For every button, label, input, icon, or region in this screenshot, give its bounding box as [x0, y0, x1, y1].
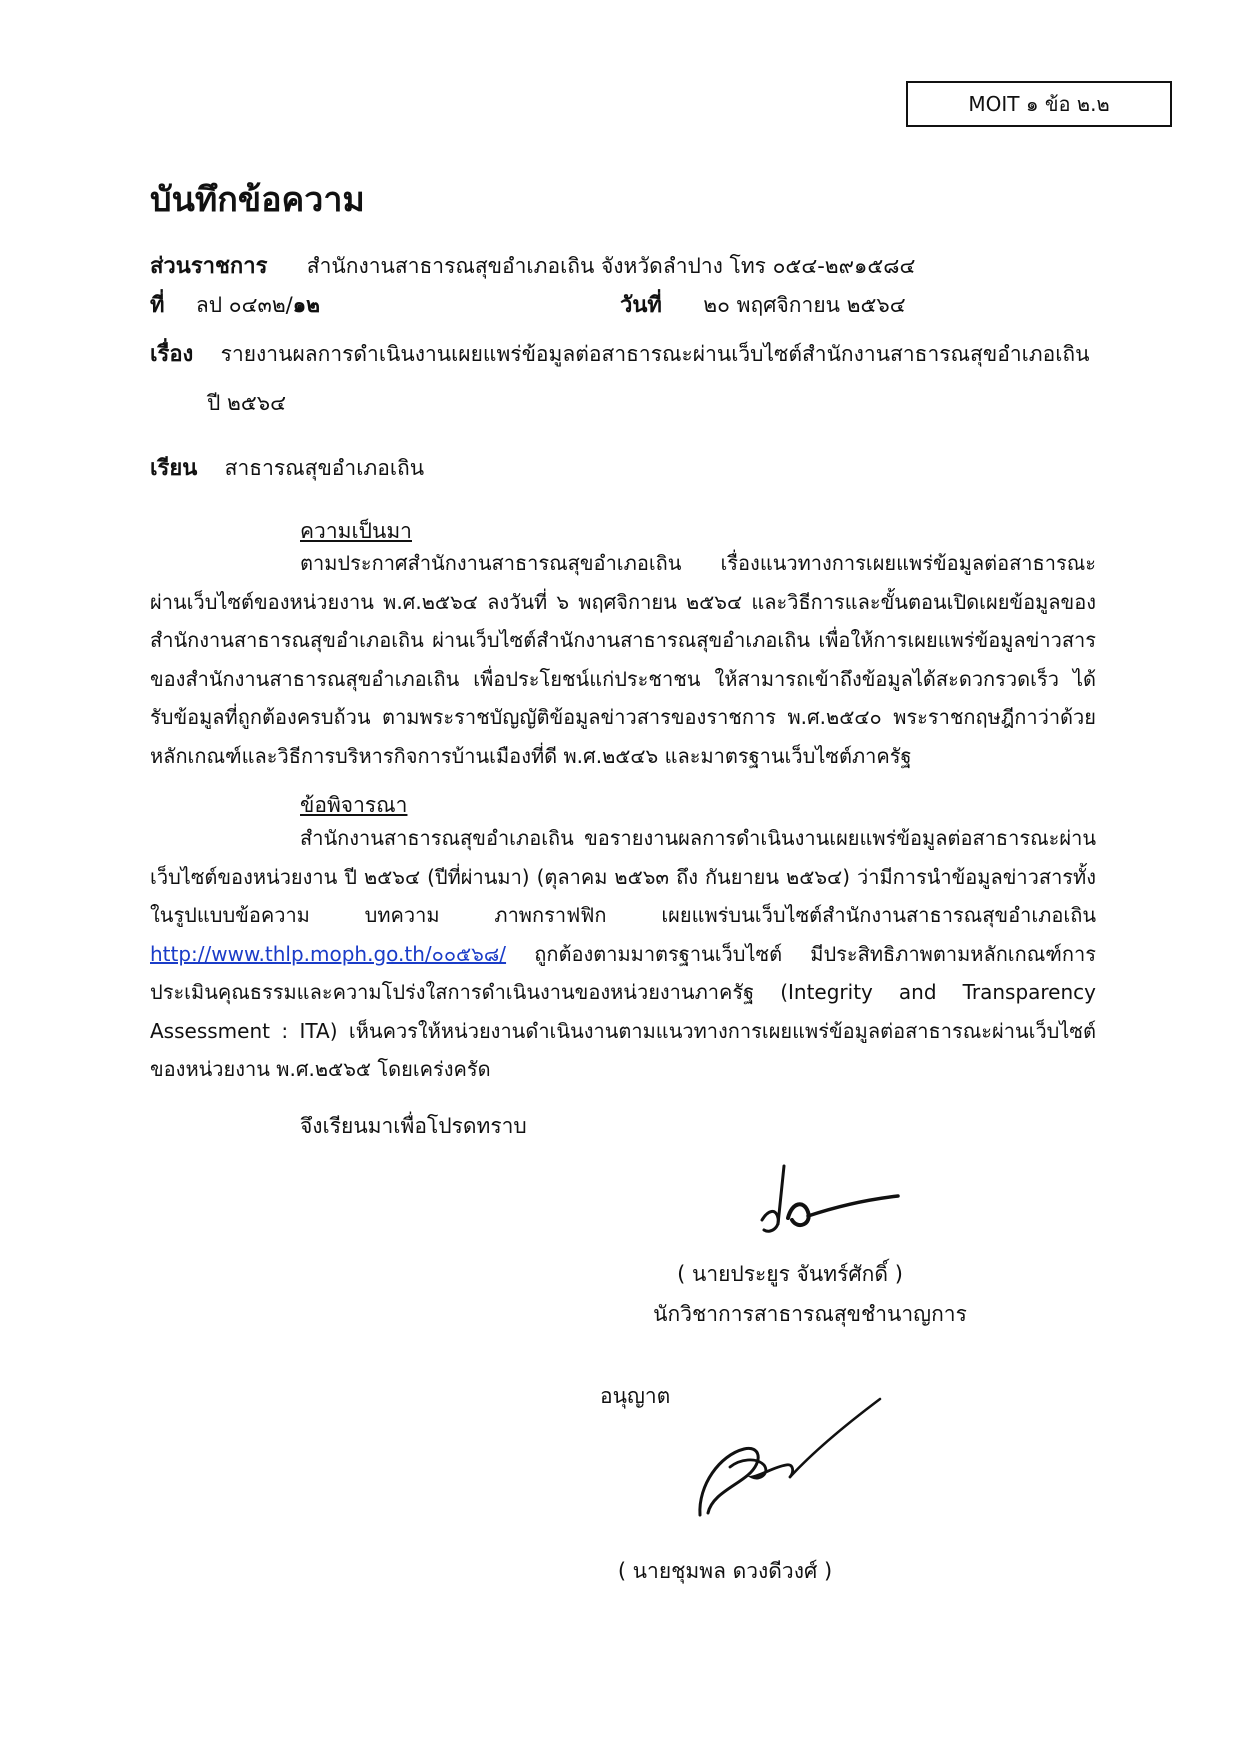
- subject-line-2: ปี ๒๕๖๔: [207, 391, 286, 415]
- date-value: ๒๐ พฤศจิกายน ๒๕๖๔: [703, 293, 906, 317]
- subject-line-1: รายงานผลการดำเนินงานเผยแพร่ข้อมูลต่อสาธารณะผ่านเว็บไซต์สำนักงานสาธารณสุขอำเภอเถิน: [220, 342, 1090, 366]
- consideration-heading: ข้อพิจารณา: [300, 793, 408, 817]
- signature-2-image: [690, 1395, 890, 1525]
- ref-row: [150, 287, 320, 322]
- ref-value-number: ๑๒: [292, 293, 320, 317]
- website-link[interactable]: http://www.thlp.moph.go.th/๐๐๕๖๘/: [150, 941, 507, 966]
- date-row: [620, 287, 906, 322]
- date-label: วันที่: [620, 293, 662, 318]
- to-row: [150, 450, 424, 485]
- signer-1-position: นักวิชาการสาธารณสุขชำนาญการ: [653, 1302, 967, 1326]
- consideration-body-end: ถูกต้องตามมาตรฐานเว็บไซต์ มีประสิทธิภาพตามหลักเกณฑ์การประเมินคุณธรรมและความโปร่งใสการดำเนินงานของหน่วยงานภาครัฐ (Integrity and Transparency Assessment : ITA) เห็นควรให้หน่วยงานดำเนินงานตามแนวทางการเผยแพร่ข้อมูลต่อสาธารณะผ่านเว็บไซต์ของหน่วยงาน พ.ศ.๒๕๖๕ โดยเคร่งครัด: [150, 941, 1096, 1081]
- memo-title: บันทึกข้อความ: [150, 180, 365, 220]
- ref-label: ที่: [150, 293, 165, 318]
- to-label: เรียน: [150, 456, 198, 481]
- agency-value: สำนักงานสาธารณสุขอำเภอเถิน จังหวัดลำปาง โทร ๐๕๔-๒๙๑๕๘๔: [306, 254, 916, 278]
- signer-2-name: ( นายชุมพล ดวงดีวงศ์ ): [617, 1559, 833, 1583]
- background-body: ตามประกาศสำนักงานสาธารณสุขอำเภอเถิน เรื่องแนวทางการเผยแพร่ข้อมูลต่อสาธารณะผ่านเว็บไซต์ของหน่วยงาน พ.ศ.๒๕๖๔ ลงวันที่ ๖ พฤศจิกายน ๒๕๖๔ และวิธีการและขั้นตอนเปิดเผยข้อมูลของสำนักงานสาธารณสุขอำเภอเถิน ผ่านเว็บไซต์สำนักงานสาธารณสุขอำเภอเถิน เพื่อให้การเผยแพร่ข้อมูลข่าวสารของสำนักงานสาธารณสุขอำเภอเถิน เพื่อประโยชน์แก่ประชาชน ให้สามารถเข้าถึงข้อมูลได้สะดวกรวดเร็ว ได้รับข้อมูลที่ถูกต้องครบถ้วน ตามพระราชบัญญัติข้อมูลข่าวสารของราชการ พ.ศ.๒๕๔๐ พระราชกฤษฎีกาว่าด้วยหลักเกณฑ์และวิธีการบริหารกิจการบ้านเมืองที่ดี พ.ศ.๒๕๔๖ และมาตรฐานเว็บไซต์ภาครัฐ: [150, 551, 1096, 768]
- reference-box-text: MOIT ๑ ข้อ ๒.๒: [968, 92, 1110, 116]
- signature-1-image: [752, 1160, 912, 1240]
- consideration-paragraph: [150, 819, 1096, 1089]
- reference-box: [906, 81, 1172, 127]
- closing-line: จึงเรียนมาเพื่อโปรดทราบ: [300, 1114, 527, 1138]
- subject-row: [150, 336, 1090, 371]
- to-value: สาธารณสุขอำเภอเถิน: [224, 456, 425, 480]
- signer-1-name: ( นายประยูร จันทร์ศักดิ์ ): [677, 1262, 903, 1286]
- ref-value: ลป ๐๔๓๒/: [195, 293, 293, 317]
- agency-row: [150, 248, 915, 283]
- agency-label: ส่วนราชการ: [150, 254, 268, 279]
- approval-text: อนุญาต: [600, 1384, 671, 1408]
- subject-label: เรื่อง: [150, 342, 194, 367]
- background-paragraph: [150, 544, 1096, 775]
- consideration-body-start: สำนักงานสาธารณสุขอำเภอเถิน ขอรายงานผลการดำเนินงานเผยแพร่ข้อมูลต่อสาธารณะผ่านเว็บไซต์ของหน่วยงาน ปี ๒๕๖๔ (ปีที่ผ่านมา) (ตุลาคม ๒๕๖๓ ถึง กันยายน ๒๕๖๔) ว่ามีการนำข้อมูลข่าวสารทั้งในรูปแบบข้อความ บทความ ภาพกราฟฟิก เผยแพร่บนเว็บไซต์สำนักงานสาธารณสุขอำเภอเถิน: [150, 826, 1096, 927]
- background-heading: ความเป็นมา: [300, 519, 412, 543]
